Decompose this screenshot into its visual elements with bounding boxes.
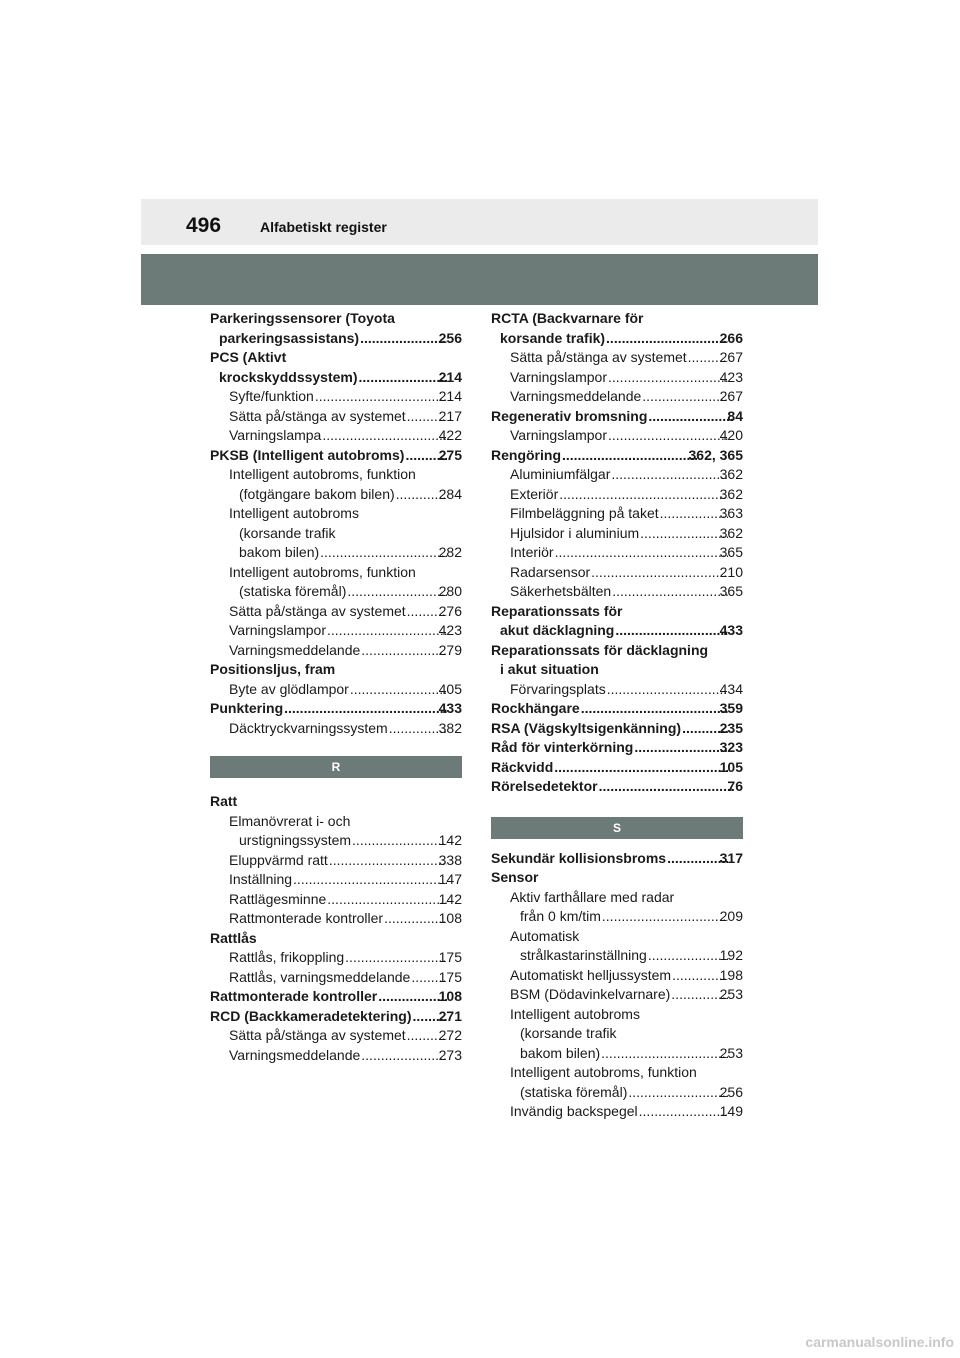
page-reference: 273 [438,1046,462,1063]
entry-text: Varningsmeddelande [229,1046,361,1063]
page-reference: 359 [719,700,743,716]
entry-text: Reparationssats för [491,602,623,619]
index-subentry [491,1024,743,1044]
index-subentry [210,504,462,524]
dot-leader [555,543,728,563]
dot-leader [615,621,727,641]
entry-text: Sensor [491,869,539,885]
index-subentry [210,968,462,988]
entry-text: Automatisk [510,927,580,944]
entry-text: Rörelsedetektor [491,778,598,794]
index-entry [491,621,743,641]
index-subentry [491,1083,743,1103]
index-entry [491,777,743,797]
index-entry [491,758,743,778]
page-reference: 433 [719,622,743,638]
page-reference: 323 [719,739,743,755]
entry-text: Intelligent autobroms [510,1005,640,1022]
page-reference: 338 [438,851,462,868]
dot-leader [591,563,727,583]
index-entry [491,699,743,719]
entry-text: akut däcklagning [500,622,615,638]
page-reference: 214 [438,388,462,404]
page-reference: 280 [438,583,462,599]
page-reference: 76 [727,778,743,794]
dot-leader [562,446,697,466]
page-reference: 420 [719,427,743,443]
page-reference: 282 [438,544,462,560]
index-entry [210,792,462,812]
page-reference: 276 [438,602,462,619]
entry-text: Radarsensor [510,563,591,580]
page-reference: 362 [719,466,743,482]
index-entry [491,329,743,349]
index-subentry [210,719,462,739]
entry-text: Varningslampa [229,427,322,443]
index-subentry [491,368,743,388]
index-group-r [210,792,462,1065]
header-bar [141,199,818,245]
page-reference: 175 [438,968,462,985]
entry-text: bakom bilen) [239,544,320,560]
index-subentry [210,812,462,832]
index-subentry [210,582,462,602]
page-reference: 108 [438,988,462,1004]
index-group-p [210,309,462,738]
index-subentry [210,407,462,427]
dot-leader [327,890,446,910]
index-subentry [491,348,743,368]
entry-text: Rockhängare [491,700,580,716]
entry-text: Reparationssats för däcklagning [491,641,709,658]
page-reference: 423 [438,622,462,638]
index-entry [210,699,462,719]
entry-text: Räckvidd [491,758,554,775]
entry-text: Rattlås, varningsmeddelande [229,968,411,985]
entry-text: RCD (Backkameradetektering) [210,1007,412,1024]
entry-text: Punktering [210,700,284,716]
dot-leader [352,831,447,851]
watermark: carmanualsonline.info [805,1334,954,1350]
entry-text: Varningslampor [229,622,327,638]
page-reference: 405 [438,680,462,697]
entry-text: (statiska föremål) [239,583,347,599]
index-entry [491,868,743,888]
page-reference: 147 [438,871,462,887]
entry-text: bakom bilen) [520,1044,601,1061]
dot-leader [581,699,728,719]
entry-text: Sätta på/stänga av systemet [229,407,406,424]
entry-text: BSM (Dödavinkelvarnare) [510,986,671,1002]
page-reference: 256 [438,329,462,346]
entry-text: Förvaringsplats [510,680,606,697]
index-entry [210,348,462,368]
dot-leader [361,641,446,661]
entry-text: PCS (Aktivt [210,349,287,365]
page-reference: 253 [719,986,743,1002]
page-reference: 362, 365 [688,446,743,463]
index-entry [210,660,462,680]
index-subentry [491,1063,743,1083]
index-subentry [210,621,462,641]
dot-leader [648,946,728,966]
index-group-r-continued [491,309,743,797]
entry-text: (fotgängare bakom bilen) [239,485,395,502]
index-subentry [491,927,743,947]
dot-leader [322,426,446,446]
dot-leader [361,1046,446,1066]
index-subentry [491,426,743,446]
page-reference: 105 [719,758,743,775]
index-subentry [210,948,462,968]
index-subentry [210,1046,462,1066]
entry-text: Aktiv farthållare med radar [510,888,675,905]
dot-leader [320,543,446,563]
page-reference: 198 [719,966,743,983]
index-entry [210,309,462,329]
dot-leader [611,465,727,485]
index-subentry [210,426,462,446]
dot-leader [667,849,728,869]
page-reference: 267 [719,388,743,404]
index-subentry [210,465,462,485]
dot-leader [284,699,447,719]
page-reference: 433 [438,700,462,716]
page-reference: 423 [719,368,743,385]
dot-leader [639,1102,728,1122]
page-reference: 362 [719,485,743,502]
dot-leader [628,1083,727,1103]
entry-text: Sätta på/stänga av systemet [229,1027,406,1043]
page-reference: 365 [719,583,743,599]
index-subentry [491,888,743,908]
index-subentry [491,524,743,544]
entry-text: Sätta på/stänga av systemet [229,602,406,619]
dot-leader [389,719,447,739]
entry-text: Sekundär kollisionsbroms [491,849,667,866]
page-reference: 362 [719,524,743,541]
index-entry [491,309,743,329]
index-column-right [491,309,743,1122]
entry-text: Automatiskt helljussystem [510,966,672,983]
entry-text: Varningslampor [510,368,608,385]
page-reference: 217 [438,407,462,424]
index-entry [491,719,743,739]
page-reference: 209 [719,908,743,924]
page-reference: 210 [719,563,743,580]
page-reference: 382 [438,719,462,736]
dot-leader [599,777,736,797]
dot-leader [360,329,447,349]
dot-leader [608,426,728,446]
entry-text: Elmanövrerat i- och [229,812,351,829]
entry-text: Intelligent autobroms, funktion [229,466,416,482]
index-subentry [491,543,743,563]
entry-text: Positionsljus, fram [210,661,336,677]
index-subentry [491,465,743,485]
dot-leader [345,948,446,968]
page-reference: 317 [719,849,743,866]
index-subentry [491,1044,743,1064]
dot-leader [559,485,727,505]
dot-leader [642,387,727,407]
index-entry [491,602,743,622]
index-subentry [210,641,462,661]
index-subentry [210,485,462,505]
entry-text: (korsande trafik [239,524,336,541]
dot-leader [384,909,447,929]
dot-leader [554,758,727,778]
page-reference: 175 [438,949,462,965]
index-subentry [210,831,462,851]
entry-text: Rengöring [491,446,561,463]
dot-leader [607,680,728,700]
index-subentry [210,563,462,583]
dot-leader [602,907,728,927]
dot-leader [606,329,728,349]
entry-text: Regenerativ bromsning [491,407,648,424]
dot-leader [648,407,735,427]
index-group-s [491,849,743,1122]
index-entry [491,407,743,427]
page-reference: 192 [719,947,743,963]
entry-text: RCTA (Backvarnare för [491,310,644,326]
entry-text: RSA (Vägskyltsigenkänning) [491,719,682,736]
index-subentry [491,387,743,407]
entry-text: Invändig backspegel [510,1103,638,1119]
page-reference: 142 [438,890,462,907]
dot-leader [612,582,727,602]
index-entry [491,446,743,466]
entry-text: Exteriör [510,485,559,502]
page-reference: 256 [719,1083,743,1100]
entry-text: Intelligent autobroms [229,505,359,521]
index-subentry [491,485,743,505]
entry-text: Aluminiumfälgar [510,466,611,482]
entry-text: Intelligent autobroms, funktion [510,1064,697,1080]
index-subentry [210,851,462,871]
index-entry [491,641,743,661]
entry-text: urstigningssystem [239,832,352,848]
index-subentry [210,524,462,544]
entry-text: Filmbeläggning på taket [510,505,659,521]
dot-leader [660,504,728,524]
entry-text: Rattlås, frikoppling [229,949,345,965]
dot-leader [350,680,447,700]
index-subentry [210,543,462,563]
page-reference: 84 [727,407,743,424]
index-subentry [210,909,462,929]
index-subentry [491,985,743,1005]
page-reference: 266 [719,329,743,346]
index-subentry [210,1026,462,1046]
page-reference: 284 [438,485,462,502]
entry-text: Varningsmeddelande [229,641,361,658]
page-reference: 422 [438,427,462,443]
index-subentry [491,966,743,986]
entry-text: Rattlås [210,929,257,946]
page-reference: 267 [719,349,743,365]
page-reference: 149 [719,1103,743,1119]
index-subentry [210,890,462,910]
entry-text: Parkeringssensorer (Toyota [210,310,395,326]
entry-text: PKSB (Intelligent autobroms) [210,446,405,463]
index-column-left [210,309,462,1065]
entry-text: Inställning [229,871,293,887]
page-number: 496 [186,214,222,237]
page-reference: 253 [719,1044,743,1061]
index-subentry [210,602,462,622]
index-entry [491,738,743,758]
index-entry [210,446,462,466]
page-reference: 275 [438,446,462,463]
entry-text: Varningsmeddelande [510,388,642,404]
page-reference: 271 [438,1007,462,1024]
index-subentry [491,907,743,927]
index-subentry [491,1005,743,1025]
dot-leader [634,738,727,758]
page-reference: 214 [438,368,462,385]
dot-leader [329,851,447,871]
page-reference: 365 [719,544,743,560]
page-reference: 363 [719,505,743,521]
dot-leader [378,987,446,1007]
index-entry [210,987,462,1007]
entry-text: krockskyddssystem) [219,368,358,385]
entry-text: Råd för vinterkörning [491,739,634,755]
entry-text: (statiska föremål) [520,1083,628,1100]
index-subentry [491,563,743,583]
dot-leader [640,524,727,544]
dot-leader [601,1044,727,1064]
entry-text: korsande trafik) [500,329,606,346]
page-reference: 279 [438,641,462,658]
entry-text: Varningslampor [510,427,608,443]
entry-text: Byte av glödlampor [229,680,349,697]
section-header-r: R [210,756,462,778]
index-entry [491,849,743,869]
chapter-band [141,254,818,305]
entry-text: Rattmonterade kontroller [210,988,378,1004]
entry-text: Säkerhetsbälten [510,583,612,599]
index-subentry [210,387,462,407]
entry-text: Eluppvärmd ratt [229,851,328,868]
section-header-s: S [491,817,743,839]
index-subentry [491,946,743,966]
page-reference: 235 [719,719,743,736]
entry-text: i akut situation [500,661,599,677]
entry-text: Däcktryckvarningssystem [229,719,388,736]
page-reference: 108 [438,910,462,926]
dot-leader [327,621,447,641]
entry-text: från 0 km/tim [520,908,601,924]
entry-text: Hjulsidor i aluminium [510,524,640,541]
dot-leader [347,582,446,602]
index-entry [210,1007,462,1027]
index-subentry [491,1102,743,1122]
entry-text: (korsande trafik [520,1025,617,1041]
entry-text: parkeringsassistans) [219,329,360,346]
index-entry [210,329,462,349]
entry-text: Rattlägesminne [229,890,327,907]
entry-text: Intelligent autobroms, funktion [229,563,416,580]
index-entry [210,368,462,388]
entry-text: Rattmonterade kontroller [229,910,384,926]
index-subentry [210,680,462,700]
index-subentry [491,680,743,700]
page-reference: 142 [438,832,462,848]
entry-text: strålkastarinställning [520,947,647,963]
entry-text: Syfte/funktion [229,388,314,404]
dot-leader [293,870,447,890]
section-title: Alfabetiskt register [260,219,387,235]
index-subentry [491,504,743,524]
dot-leader [315,387,447,407]
index-entry [210,929,462,949]
index-subentry [210,870,462,890]
dot-leader [359,368,447,388]
page-reference: 272 [438,1027,462,1043]
dot-leader [608,368,728,388]
entry-text: Ratt [210,793,238,809]
index-entry [491,660,743,680]
entry-text: Sätta på/stänga av systemet [510,349,687,365]
entry-text: Interiör [510,544,554,560]
index-subentry [491,582,743,602]
page-reference: 434 [719,680,743,697]
